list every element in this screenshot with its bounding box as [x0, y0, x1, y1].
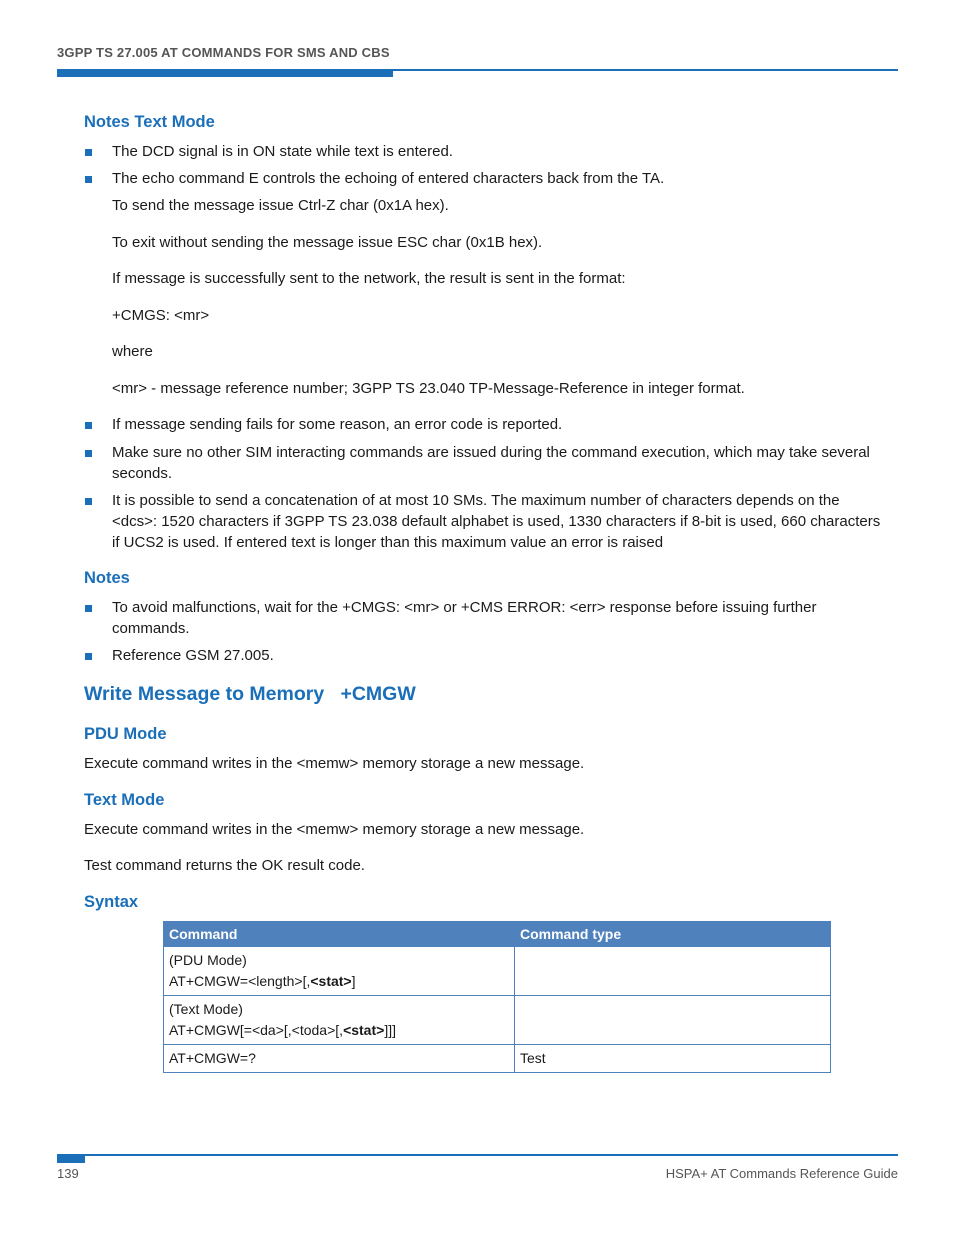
paragraph: <mr> - message reference number; 3GPP TS 23.040 TP-Message-Reference in integer format.: [112, 380, 745, 397]
section-heading-pdu-mode: PDU Mode: [84, 725, 167, 743]
cell-line: (Text Mode): [169, 1001, 243, 1017]
bullet-icon: [85, 450, 92, 457]
cell-line: [169, 1020, 509, 1041]
bullet-icon: [85, 605, 92, 612]
bullet-item: The DCD signal is in ON state while text is entered.: [112, 143, 453, 160]
paragraph: If message is successfully sent to the network, the result is sent in the format:: [112, 270, 626, 287]
command-text: AT+CMGW=<length>[,: [169, 973, 311, 989]
cell-line: (PDU Mode): [169, 952, 247, 968]
table-cell-type: [515, 947, 831, 996]
section-heading-syntax: Syntax: [84, 893, 139, 911]
page-title-cmgw: Write Message to Memory +CMGW: [84, 683, 416, 705]
bullet-item: Reference GSM 27.005.: [112, 647, 274, 664]
paragraph: To exit without sending the message issue ESC char (0x1B hex).: [112, 234, 543, 251]
bullet-icon: [85, 498, 92, 505]
table-cell-command: [164, 996, 515, 1045]
table-cell-command: [164, 947, 515, 996]
table-cell-type: Test: [515, 1045, 831, 1073]
paragraph: Execute command writes in the <memw> memory storage a new message.: [84, 821, 585, 838]
bullet-icon: [85, 653, 92, 660]
column-header-command-type: Command type: [515, 922, 831, 947]
column-header-command: Command: [164, 922, 515, 947]
bullet-item: To avoid malfunctions, wait for the +CMGS: <mr> or +CMS ERROR: <err> response before issuing further commands.: [112, 599, 817, 637]
bullet-item: It is possible to send a concatenation of at most 10 SMs. The maximum number of characters depends on the <dcs>: 1520 characters if 3GPP TS 23.038 default alphabet is used, 1330 characters if 8-bit is used, 660 characters if UCS2 is used. If entered text is longer than this maximum value an error is raised: [112, 492, 881, 551]
bullet-item: Make sure no other SIM interacting commands are issued during the command execution, which may take several seconds.: [112, 444, 870, 482]
bullet-icon: [85, 149, 92, 156]
table-row: [164, 1045, 831, 1073]
paragraph: To send the message issue Ctrl-Z char (0x1A hex).: [112, 197, 449, 214]
bullet-icon: [85, 422, 92, 429]
paragraph: where: [112, 343, 153, 360]
footer-rule-accent: [57, 1154, 85, 1163]
command-text: ]: [351, 973, 356, 989]
table-cell-command: AT+CMGW=?: [164, 1045, 515, 1073]
section-heading-notes: Notes: [84, 569, 130, 587]
table-cell-type: [515, 996, 831, 1045]
table-header-row: [164, 922, 831, 947]
param-stat: <stat>: [343, 1022, 385, 1038]
bullet-item: If message sending fails for some reason, an error code is reported.: [112, 416, 563, 433]
paragraph: +CMGS: <mr>: [112, 307, 210, 324]
page-number: 139: [57, 1166, 79, 1181]
footer-rule: [57, 1154, 898, 1156]
table-row: [164, 947, 831, 996]
section-heading-text-mode: Text Mode: [84, 791, 165, 809]
cell-line: [169, 971, 509, 992]
command-text: ]]]: [384, 1022, 396, 1038]
document-title: HSPA+ AT Commands Reference Guide: [665, 1166, 898, 1181]
running-header: 3GPP TS 27.005 AT COMMANDS FOR SMS AND CBS: [57, 45, 390, 60]
paragraph: Test command returns the OK result code.: [84, 857, 365, 874]
bullet-item: The echo command E controls the echoing of entered characters back from the TA.: [112, 170, 665, 187]
header-rule-accent: [57, 69, 393, 77]
command-text: AT+CMGW[=<da>[,<toda>[,: [169, 1022, 344, 1038]
table-row: [164, 996, 831, 1045]
bullet-icon: [85, 176, 92, 183]
syntax-table: [163, 921, 831, 1073]
param-stat: <stat>: [310, 973, 352, 989]
section-heading-notes-text-mode: Notes Text Mode: [84, 113, 215, 131]
paragraph: Execute command writes in the <memw> memory storage a new message.: [84, 755, 585, 772]
